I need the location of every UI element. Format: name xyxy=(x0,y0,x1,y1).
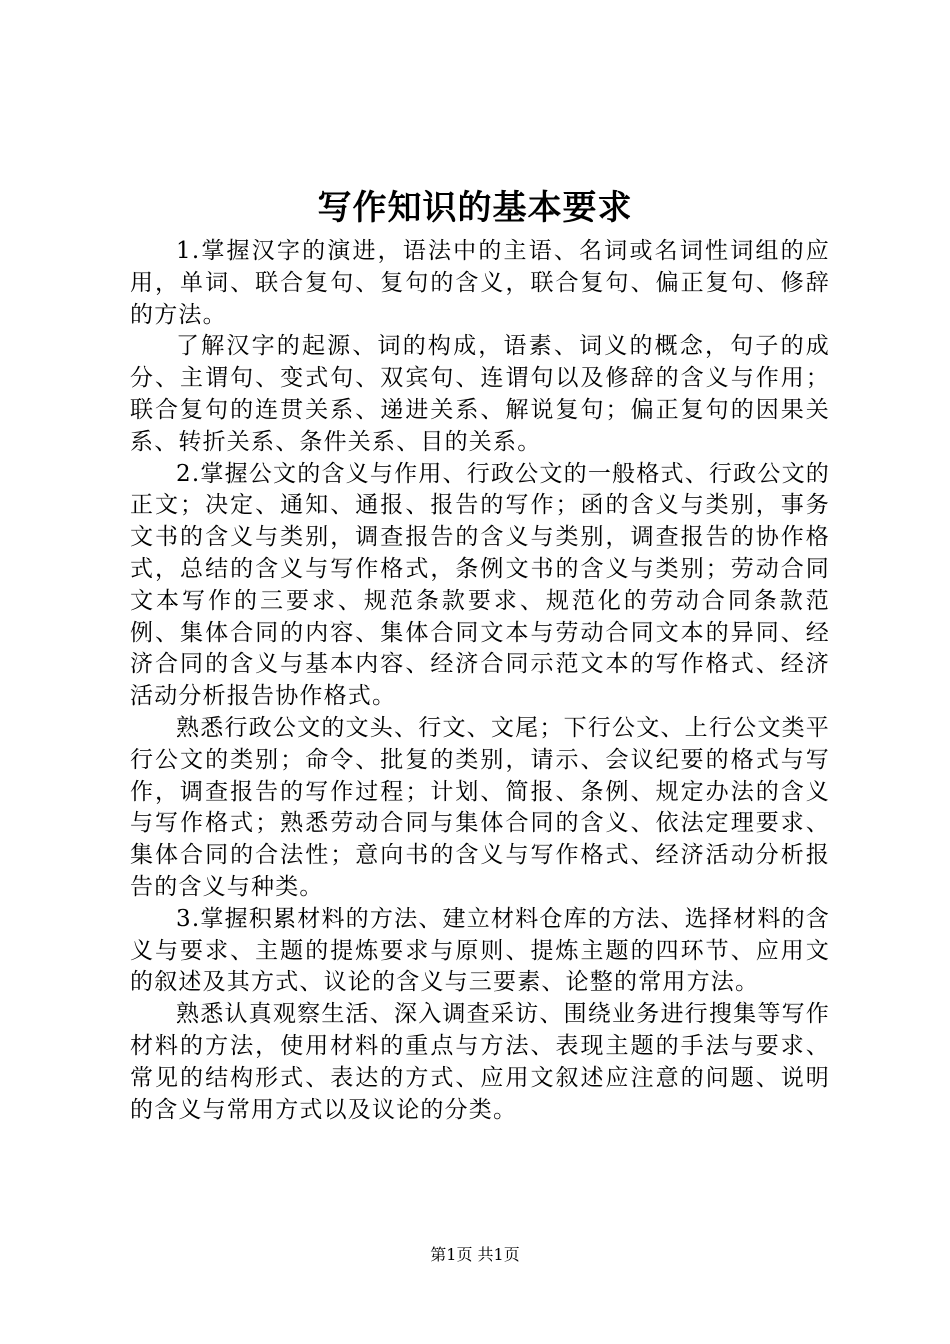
document-title: 写作知识的基本要求 xyxy=(317,188,633,228)
paragraph-4: 熟悉行政公文的文头、行文、文尾；下行公文、上行公文类平行公文的类别；命令、批复的类别，请示、会议纪要的格式与写作，调查报告的写作过程；计划、简报、条例、规定办法的含义与写作格式；熟悉劳动合同与集体合同的含义、依法定理要求、集体合同的合法性；意向书的含义与写作格式、经济活动分析报告的含义与种类。 xyxy=(130,714,830,900)
paragraph-3: 2.掌握公文的含义与作用、行政公文的一般格式、行政公文的正文；决定、通知、通报、报告的写作；函的含义与类别，事务文书的含义与类别，调查报告的含义与类别，调查报告的协作格式，总结的含义与写作格式，条例文书的含义与类别；劳动合同文本写作的三要求、规范条款要求、规范化的劳动合同条款范例、集体合同的内容、集体合同文本与劳动合同文本的异同、经济合同的含义与基本内容、经济合同示范文本的写作格式、经济活动分析报告协作格式。 xyxy=(130,460,830,710)
paragraph-5: 3.掌握积累材料的方法、建立材料仓库的方法、选择材料的含义与要求、主题的提炼要求与原则、提炼主题的四环节、应用文的叙述及其方式、议论的含义与三要素、论整的常用方法。 xyxy=(130,905,830,996)
paragraph-6: 熟悉认真观察生活、深入调查采访、围绕业务进行搜集等写作材料的方法，使用材料的重点与方法、表现主题的手法与要求、常见的结构形式、表达的方式、应用文叙述应注意的问题、说明的含义与常用方式以及议论的分类。 xyxy=(130,1001,830,1123)
page-footer: 第1页 共1页 xyxy=(430,1245,520,1264)
paragraph-2: 了解汉字的起源、词的构成，语素、词义的概念，句子的成分、主谓句、变式句、双宾句、连谓句以及修辞的含义与作用；联合复句的连贯关系、递进关系、解说复句；偏正复句的因果关系、转折关系、条件关系、目的关系。 xyxy=(130,333,830,455)
paragraph-1: 1.掌握汉字的演进，语法中的主语、名词或名词性词组的应用，单词、联合复句、复句的含义，联合复句、偏正复句、修辞的方法。 xyxy=(130,238,830,328)
document-body xyxy=(130,236,830,1126)
